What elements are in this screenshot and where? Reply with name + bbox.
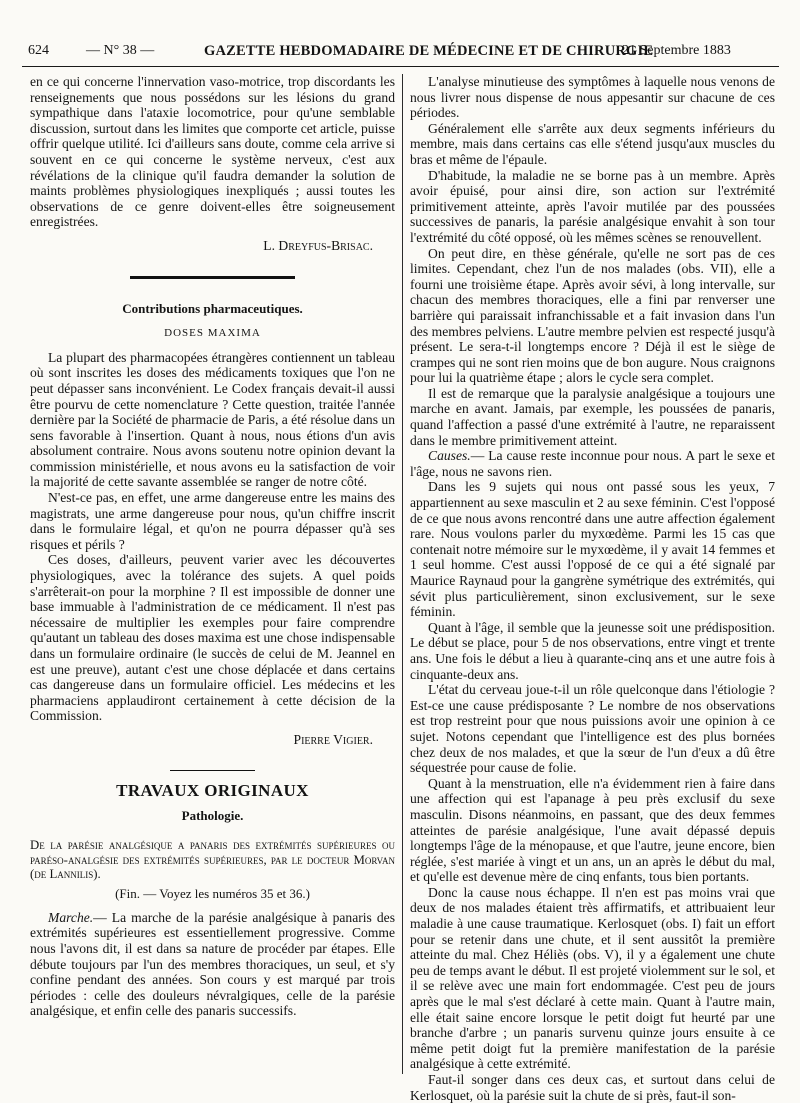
issue-date: 21 Septembre 1883 (622, 43, 731, 58)
subheading: DOSES MAXIMA (164, 327, 261, 340)
right-column (410, 74, 775, 1103)
issue-number: — N° 38 — (86, 43, 155, 58)
page-header (22, 40, 779, 62)
paragraph: Généralement elle s'arrête aux deux segments inférieurs du membre, mais dans certains cas elle s'étend jusqu'aux muscles du bras et même de l'épaule. (410, 120, 775, 167)
column-divider (402, 74, 403, 1074)
intro-paragraph: en ce qui concerne l'innervation vaso-motrice, trop discordants les renseignements que nous possédons sur les lésions du grand sympathique dans l'ataxie locomotrice, pour qu'une semblable discussion, surtout dans les limites que comporte cet article, puisse offrir quelque utilité. Ici d'ailleurs sans doute, comme cela arrive si souvent en ce qui concerne le système nerveux, c'est aux révélations de la clinique qu'il faudra demander la solution de maints problèmes physiologiques inexpliqués ; aussi toutes les observations de ce genre doivent-elles être soigneusement enregistrées. (30, 74, 395, 230)
paragraph: Donc la cause nous échappe. Il n'en est pas moins vrai que deux de nos malades étaient très affirmatifs, et attribuaient leur maladie à une cause traumatique. Kerlosquet (obs. I) fait un effort pour se retenir dans une chute, et il sent aussitôt la première atteinte du mal. Chez Héliès (obs. V), il y a également une chute peu de temps avant le début. Il est projeté violemment sur le sol, et il se relève avec une main fort endommagée. C'est peu de jours après que le mal s'est déclaré à cette main. Quant à l'autre main, elle était saine encore lorsque le petit doigt fut heurté par une branche d'arbre ; un panaris survenu quinze jours ensuite à ce même petit doigt fut la première manifestation de la parésie analgésique à cette extrémité. (410, 884, 775, 1072)
journal-title: GAZETTE HEBDOMADAIRE DE MÉDECINE ET DE CHIRURGIE (204, 43, 654, 59)
paragraph: La plupart des pharmacopées étrangères contiennent un tableau où sont inscrites les doses des médicaments toxiques que l'on ne peut dépasser sans inconvénient. Le Codex français devait-il aussi être pourvu de cette nomenclature ? Cette question, traitée l'année dernière par la Société de pharmacie de Paris, a été résolue dans un sens favorable à l'insertion. Quant à nous, nous étions d'un avis absolument contraire. Nous avons soutenu notre opinion devant la commission ministérielle, et nous avons eu la satisfaction de voir la majorité de cette savante assemblée se ranger de notre côté. (30, 349, 395, 490)
left-column (30, 74, 395, 1019)
paragraph: N'est-ce pas, en effet, une arme dangereuse entre les mains des magistrats, une arme dangereuse pour nous, qu'un chiffre inscrit dans le formulaire légal, et qu'on ne pourra dépasser qu'à ses risques et périls ? (30, 490, 395, 552)
article-title: De la parésie analgésique a panaris des extrémités supérieures ou paréso-analgésie des extrémités supérieures, par le docteur Morvan (de Lannilis). (30, 837, 395, 882)
travaux-heading: TRAVAUX ORIGINAUX (116, 780, 309, 800)
paragraph: Ces doses, d'ailleurs, peuvent varier avec les découvertes physiologiques, avec la tolérance des sujets. A quel poids s'arrêterait-on pour la morphine ? Il est impossible de donner une base immuable à l'administration de ce médicament. Il n'est pas nécessaire de multiplier les exemples pour faire comprendre qu'autant un tableau des doses maxima est une chose indispensable dans un formulaire ordinaire (le succès de celui de M. Jeannel en est une preuve), autant c'est une chose déplacée et dans certains cas dangereuse dans un formulaire officiel. Les médecins et les pharmaciens applaudiront certainement à cette décision de la Commission. (30, 552, 395, 724)
paragraph: Il est de remarque que la paralysie analgésique a toujours une marche en avant. Jamais, par exemple, les poussées de panaris, quand l'affection a passé d'une extrémité à l'autre, ne reparaissent dans le membre primitivement atteint. (410, 385, 775, 448)
paragraph: L'état du cerveau joue-t-il un rôle quelconque dans l'étiologie ? Est-ce une cause prédisposante ? Le nombre de nos observations est trop restreint pour que nous puissions avoir une opinion à ce sujet. Notons cependant que l'intelligence est des plus bornées chez deux de nos malades, et que la sœur de l'un d'eux a dû être séquestrée pour cause de folie. (410, 682, 775, 776)
marche-label: Marche. (48, 909, 94, 925)
page-number: 624 (28, 43, 49, 58)
paragraph: Faut-il songer dans ces deux cas, et surtout dans celui de Kerlosquet, où la parésie suit la chute de si près, faut-il son- (410, 1072, 775, 1103)
thin-rule (170, 770, 255, 771)
paragraph: D'habitude, la maladie ne se borne pas à un membre. Après avoir épuisé, pour ainsi dire, son action sur l'extrémité primitivement atteinte, après l'avoir mutilée par des poussées successives de panaris, la parésie analgésique envahit à son tour l'extrémité du côté opposé, où les mêmes scènes se renouvellent. (410, 167, 775, 245)
pathologie-heading: Pathologie. (181, 808, 244, 824)
section-heading: Contributions pharmaceutiques. (122, 300, 303, 316)
signature-dreyfus: L. Dreyfus-Brisac. (263, 237, 373, 253)
paragraph: L'analyse minutieuse des symptômes à laquelle nous venons de nous livrer nous dispense de nous appesantir sur chacune de ces périodes. (410, 74, 775, 121)
paragraph: Dans les 9 sujets qui nous ont passé sous les yeux, 7 appartiennent au sexe masculin et 2 au sexe féminin. C'est l'opposé de ce que nous avons rencontré dans une autre affection également rare. Nous voulons parler du myxœdème. Parmi les 15 cas que contenait notre mémoire sur le myxœdème, il y avait 14 femmes et 1 seul homme. C'est aussi l'opposé de ce qui a été signalé par Maurice Raynaud pour la gangrène symétrique des extrémités, qui sévit plus particulièrement, sinon exclusivement, sur le sexe féminin. (410, 479, 775, 620)
section-rule (130, 276, 295, 279)
causes-paragraph (410, 448, 775, 479)
marche-paragraph (30, 910, 395, 1019)
paragraph: On peut dire, en thèse générale, qu'elle ne sort pas de ces limites. Cependant, chez l'un de nos malades (obs. VII), elle a fourni une troisième étape. Après avoir sévi, à long intervalle, sur chacun des membres thoraciques, elle a fini par renverser une barrière qui paraissait infranchissable et a fait invasion dans l'un des membres pelviens. L'autre membre pelvien est respecté jusqu'à présent. Le sera-t-il longtemps encore ? Déjà il est le siège de crampes qui ne sont rien moins que de bon augure. Nous craignons pour lui la quatrième étape ; alors le cycle sera complet. (410, 245, 775, 386)
paragraph: Quant à l'âge, il semble que la jeunesse soit une prédisposition. Le début se place, pour 5 de nos observations, entre vingt et trente ans. Une fois le début a lieu à quarante-cinq ans et une autre fois à cinquante-deux ans. (410, 619, 775, 682)
header-rule (22, 66, 779, 67)
signature-vigier: Pierre Vigier. (293, 731, 373, 747)
fin-note: (Fin. — Voyez les numéros 35 et 36.) (115, 886, 310, 902)
causes-text: — La cause reste inconnue pour nous. A part le sexe et l'âge, nous ne savons rien. (410, 448, 775, 479)
paragraph: Quant à la menstruation, elle n'a évidemment rien à faire dans une affection qui est l'apanage à peu près exclusif du sexe masculin. Disons néanmoins, en passant, que des deux femmes atteintes de parésie analgésique, l'une avait dépassé depuis longtemps l'âge de la ménopause, et que l'autre, jeune encore, bien réglée, s'est mariée à vingt et un ans, un an après le début du mal, et qu'elle est devenue mère de cinq enfants, tous bien portants. (410, 775, 775, 885)
marche-text: — La marche de la parésie analgésique à panaris des extrémités supérieures est essentiellement progressive. Comme nous l'avons dit, il est dans sa nature de procéder par étapes. Elle débute toujours par l'un des membres thoraciques, un seul, et s'y confine pendant des années. Son cours y est marqué par trois périodes : celle des douleurs névralgiques, celle de la parésie analgésique, et enfin celle des panaris successifs. (30, 909, 395, 1019)
causes-label: Causes. (428, 448, 471, 464)
